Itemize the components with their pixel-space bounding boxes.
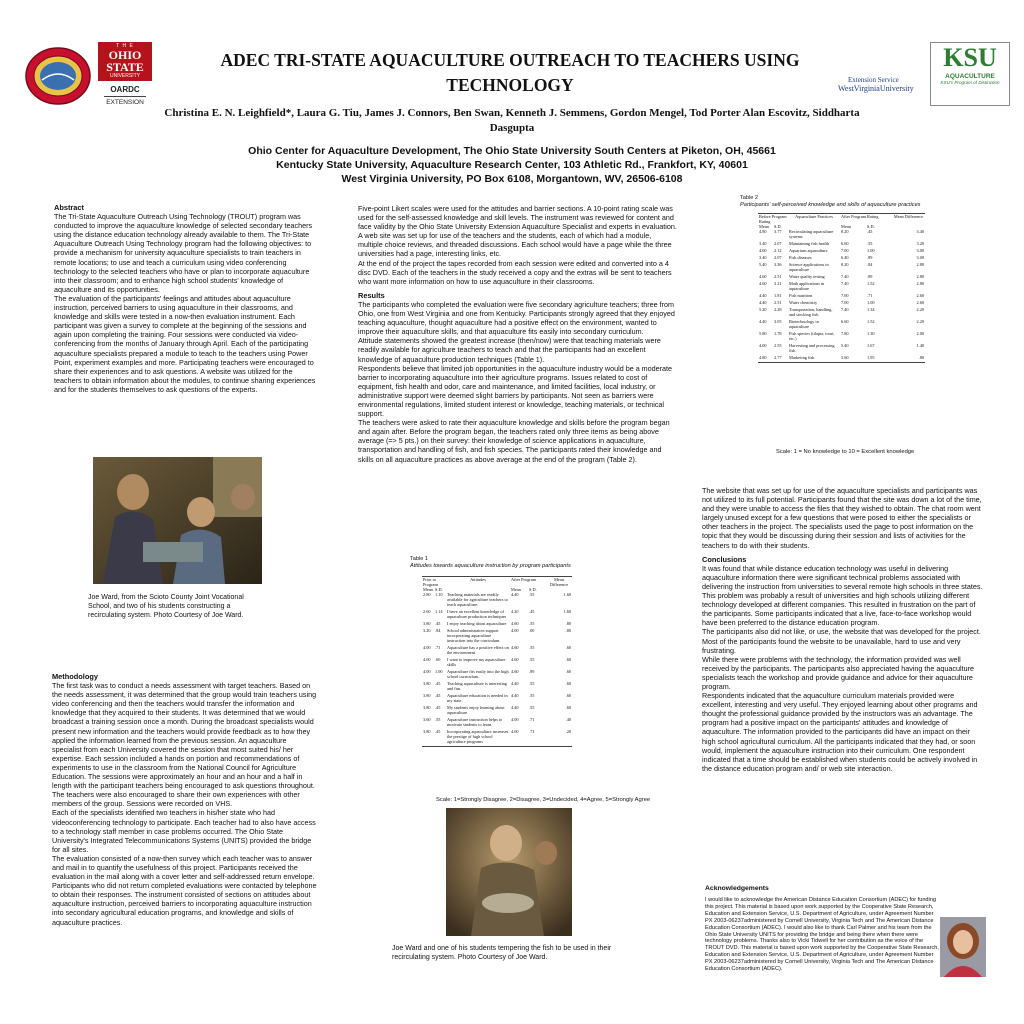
table2-row: [758, 274, 925, 281]
results-paragraph: The teachers were asked to rate their aquaculture knowledge and skills before the program began and again after. Before the program began, the teachers rated only three items as being above average (=> 5 pts.) on their survey: their knowledge of science applications in aquaculture, transportation and handling of fish, and fish species. The participants rated their knowledge and skills on all aquaculture practices as above average at the end of the program (Table 2).: [358, 418, 670, 464]
oardc-label: OARDC: [110, 85, 140, 94]
table2-cell: 7.80: [841, 331, 849, 336]
table1-cell: .55: [529, 657, 535, 662]
table2-subtitle: Participants' self-perceived knowledge and skills of aquaculture practices: [740, 201, 921, 208]
affiliation-ohio: Ohio Center for Aquaculture Development, The Ohio State University South Centers at Piketon, OH, 45661: [248, 145, 776, 157]
table1-cell: .60: [565, 645, 571, 650]
poster-title: ADEC TRI-STATE AQUACULTURE OUTREACH TO TEACHERS USING TECHNOLOGY: [220, 50, 800, 95]
table1-row: [422, 621, 572, 628]
methods-paragraph: At the end of the project the tapes recorded from each session were edited and converted into a 4 disc DVD. Each of the teachers in the study received a copy and the extras will be sent to teachers who want more information on how to use aquaculture in their classrooms.: [358, 258, 672, 286]
table1-cell: .60: [565, 693, 571, 698]
table1-cell: .60: [565, 705, 571, 710]
table2-cell: 2.80: [916, 262, 924, 267]
table2-cell: 4.00: [759, 248, 767, 253]
table2-cell: Water quality testing: [789, 274, 825, 279]
table1-cell: .71: [529, 729, 535, 734]
table1-row: [422, 729, 572, 746]
table1-cell: Teaching materials are readily available for agriculture teachers to teach aquaculture.: [447, 592, 508, 607]
table2-row: [758, 355, 925, 362]
results-paragraph: Attitude statements showed the greatest increase (then/now) were that teaching materials were readily available for agriculture teachers to teach and that the participants had an excellent knowledge of aquaculture production techniques (Table 1).: [358, 336, 661, 364]
table1-cell: I have an excellent knowledge of aquaculture production techniques: [447, 609, 507, 619]
table1-cell: 3.80: [423, 705, 431, 710]
table1-cell: Incorporating aquaculture increases the prestige of high school agriculture programs: [447, 729, 509, 744]
table1-subheader-cell: S.D.: [529, 587, 537, 592]
wvu-name-label: WestVirginiaUniversity: [838, 84, 914, 93]
table1-title: [410, 556, 660, 569]
table2-cell: Aquarium aquaculture: [789, 248, 828, 253]
table1-subheader-cell: S.D.: [435, 587, 443, 592]
table1-cell: 2.60: [423, 609, 431, 614]
table1-cell: 4.60: [511, 621, 519, 626]
table1-cell: 1.14: [435, 609, 443, 614]
conclusions-paragraph: While there were problems with the technology, the information provided was well received by the participants. The participants also appreciated having the aquaculture specialists teach the workshop and provide guidance and advice for their aquaculture program.: [702, 654, 974, 691]
abstract-paragraph: The Tri-State Aquaculture Outreach Using Technology (TROUT) program was conducted to improve the aquaculture knowledge of selected secondary teachers using the distance education technology already available to them. The Tri-State Aquaculture Outreach Using Technology program had the following objectives: to provide a mechanism for university aquaculture specialists to train teachers in remote locations; to use and teach a curriculum using video conferencing technology to the selected teachers who have or plan to incorporate aquaculture into their classroom; and to enhance high school students' knowledge of aquaculture and its opportunities.: [54, 212, 313, 294]
table2-title: [740, 195, 960, 208]
table2-cell: 2.60: [916, 300, 924, 305]
conclusions-paragraph: It was found that while distance education technology was useful in delivering aquaculture information there were significant technical problems associated with delivering the instruction from universities to several remote high schools in three states. This problem was probably a result of universities and high schools utilizing different technology developed at different companies. This resulted in frustration on the part of the participants. Some participants indicated that a live, face-to-face workshop would have been preferred to the distance education program.: [702, 563, 983, 628]
table2-cell: 3.40: [759, 241, 767, 246]
table2-cell: 6.60: [841, 319, 849, 324]
table1-row: [422, 657, 572, 669]
table1-cell: 3.60: [423, 717, 431, 722]
table2-cell: 4.40: [759, 300, 767, 305]
table2-row: [758, 241, 925, 248]
table2-cell: 2.28: [774, 307, 782, 312]
table2-cell: 5.40: [759, 262, 767, 267]
acknowledgements-heading: Acknowledgements: [705, 885, 769, 892]
table1-cell: .45: [435, 681, 441, 686]
table1-cell: .45: [529, 609, 535, 614]
table2-cell: .84: [867, 262, 873, 267]
table1-cell: .89: [529, 669, 535, 674]
table2-cell: .89: [867, 255, 873, 260]
table2-cell: 3.36: [774, 262, 782, 267]
table2-cell: Fish diseases: [789, 255, 812, 260]
methodology-paragraph: Each of the specialists identified two teachers in his/her state who had videoconferencing technology to participate. Each teacher had to also have access to a technology staff member in case problems occurred. The Ohio State University's Integrated Telecommunications Systems (UNITS) provided the bridge for all sites.: [52, 808, 316, 854]
table2-cell: 1.00: [867, 300, 875, 305]
table2-cell: 2.12: [774, 248, 782, 253]
table1-cell: 3.80: [423, 681, 431, 686]
osu-letters: T H E: [116, 43, 134, 49]
table1-cell: .55: [529, 705, 535, 710]
table1-cell: Aquaculture fits easily into the high school curriculum.: [447, 669, 509, 679]
table2-cell: 5.80: [759, 331, 767, 336]
table2-cell: 2.07: [774, 255, 782, 260]
methods-paragraph: Five-point Likert scales were used for the attitudes and barrier sections. A 10-point rating scale was used for the self-assessed knowledge and skill levels. The instrument was reviewed for content and face validity by the Ohio State University Extension Aquaculture Specialist and experts in evaluation. A web site was set up for use of the teachers and the students, each of which had a module, multiple choice reviews, and threaded discussions. Each school would have a page while the three universities had a page, interesting links, etc.: [358, 204, 677, 259]
affiliation-kentucky: Kentucky State University, Aquaculture Research Center, 103 Athletic Rd., Frankfort, KY, 40601: [276, 159, 748, 171]
ksu-name: KSU: [943, 43, 997, 72]
table1-cell: 1.60: [563, 592, 571, 597]
table1-cell: 4.00: [423, 657, 431, 662]
table1-cell: .40: [565, 717, 571, 722]
table2-row: [758, 281, 925, 293]
table2-cell: .45: [867, 229, 873, 234]
extension-label: EXTENSION: [106, 99, 144, 106]
table1-cell: 3.80: [423, 621, 431, 626]
table2-cell: 5.60: [841, 355, 849, 360]
table1-cell: 4.40: [511, 592, 519, 597]
table2-cell: Marketing fish: [789, 355, 815, 360]
table1-row: [422, 628, 572, 645]
ksu-sub: AQUACULTURE: [945, 73, 995, 80]
table2-cell: 3.77: [774, 229, 782, 234]
table2-cell: 8.20: [841, 262, 849, 267]
table2-cell: 3.00: [916, 255, 924, 260]
table1-cell: .00: [435, 657, 441, 662]
table2-cell: 5.20: [759, 307, 767, 312]
table2-cell: 3.20: [916, 241, 924, 246]
table1-cell: 1.00: [435, 669, 443, 674]
acknowledgements-text: I would like to acknowledge the American Distance Education Consortium (ADEC) for funding this project. This material is based upon work supported by the Cooperative State Research, Education and Extension Service, U.S. Department of Agriculture, under Agreement Number PX 2003-06237administered by Cornell University, Virginia Tech and The American Distance Education Consortium (ADEC). I would also like to thank Carl Palmer and his team from the Ohio State University UNITS for providing the bridge and being there when there were technology problems. Thanks also to Vicki Tidwell for her contribution as the voice of the TROUT DVD. This material is based upon work supported by the Cooperative State Research, Education and Extension Service, U.S. Department of Agriculture, under Agreement Number PX 2003-06237administered by Cornell University, Virginia Tech and The American Distance Education Consortium (ADEC).: [705, 897, 939, 973]
table2-header-cell: Aquaculture Practices: [795, 214, 833, 219]
osu-name-university: UNIVERSITY: [109, 73, 140, 79]
table1-cell: .71: [529, 717, 535, 722]
right-column-text: [702, 486, 984, 773]
table1-cell: 4.00: [511, 628, 519, 633]
table1-cell: Aquaculture instruction helps to motivate students to learn.: [447, 717, 503, 727]
conclusions-paragraph: The participants also did not like, or use, the website that was developed for the project. Most of the participants found the website to be unavailable, hard to use and very frustrating.: [702, 627, 981, 655]
fish-tempering-photo: [446, 808, 572, 936]
table1-scale: Scale: 1=Strongly Disagree, 2=Disagree, 3=Undecided, 4=Agree, 5=Strongly Agree: [436, 797, 651, 803]
table2-cell: Fish nutrition: [789, 293, 813, 298]
table1-label: Table 1: [410, 556, 429, 562]
table2-cell: 6.60: [841, 241, 849, 246]
table2-cell: Math applications in aquaculture: [789, 281, 825, 291]
table2-row: [758, 331, 925, 343]
table2-cell: Maintaining fish health: [789, 241, 830, 246]
table2-cell: 2.20: [916, 319, 924, 324]
table2-cell: 4.80: [759, 355, 767, 360]
acknowledgements-section: [705, 885, 939, 973]
table2-header-cell: Mean Difference: [893, 214, 924, 219]
table1-cell: .84: [435, 628, 441, 633]
photo1-caption: Joe Ward, from the Scioto County Joint Vocational School, and two of his students constructing a recirculating system. Photo Courtesy of Joe Ward.: [88, 594, 244, 619]
table1-cell: .55: [529, 681, 535, 686]
table2-subheader-cell: Mean: [841, 224, 851, 229]
table1-cell: .55: [435, 717, 441, 722]
table1-row: [422, 669, 572, 681]
table2-cell: 3.40: [916, 229, 924, 234]
table1-cell: .80: [565, 621, 571, 626]
table2-cell: 1.30: [867, 331, 875, 336]
photo2-caption: Joe Ward and one of his students tempering the fish to be used in their recirculating system. Photo Courtesy of Joe Ward.: [392, 945, 612, 961]
table1-cell: .60: [565, 681, 571, 686]
table2-cell: .55: [867, 241, 873, 246]
table1-cell: .45: [435, 621, 441, 626]
table2-cell: 7.40: [841, 281, 849, 286]
results-paragraph: Respondents believe that limited job opportunities in the aquaculture industry would be a moderate barrier to incorporating aquaculture into their agriculture programs. Issues related to cost of equipment, fish health and odor, care and maintenance, and limited facilities, local industry, or administrative support were deemed slight barriers by participants. Not seen as barriers were environmental regulations, limited student interest or knowledge, teaching materials, or technical support.: [358, 363, 673, 419]
table2-cell: 7.40: [841, 274, 849, 279]
table1-cell: 4.60: [511, 645, 519, 650]
table1-cell: .60: [565, 657, 571, 662]
table2-cell: 4.60: [759, 274, 767, 279]
abstract-paragraph: The evaluation of the participants' feelings and attitudes about aquaculture instruction, perceived barriers to using aquaculture in their classrooms, and knowledge and skills were tested in a now-then evaluation instrument. Each participant was given a survey to complete at the beginning of the sessions and again upon completing the training. Four sessions were conducted via video-conferencing from the months of January through April. Each of the participating aquaculture specialists prepared a module to teach to the teachers using Power Point, experiment examples and more. Participating teachers were encouraged to share their experiences and to ask questions. A website was utilized for the teachers to obtain information about the modules, to continue sharing experiences and for the students themselves to ask questions of the experts.: [54, 293, 316, 394]
table1-cell: I enjoy teaching about aquaculture: [447, 621, 507, 626]
table2-cell: 6.40: [841, 255, 849, 260]
osu-name-ohio: OHIO: [108, 48, 142, 62]
table1-cell: Teaching aquaculture is interesting and fun.: [447, 681, 507, 691]
table2-label: Table 2: [740, 195, 759, 201]
results-heading: Results: [358, 290, 385, 300]
table2-cell: 3.00: [916, 248, 924, 253]
table2-cell: Fish species (tilapia, trout, etc.): [789, 331, 835, 341]
table2-row: [758, 229, 925, 241]
table2-cell: 3.05: [774, 319, 782, 324]
table2-cell: 1.34: [867, 307, 875, 312]
table2-subheader-cell: S.D.: [774, 224, 782, 229]
table2-subheader-cell: S.D.: [867, 224, 875, 229]
table1-cell: My students enjoy learning about aquaculture.: [447, 705, 505, 715]
table2-cell: Harvesting and processing fish: [789, 343, 835, 353]
table2-row: [758, 300, 925, 307]
table1-cell: School administrators support incorporating aquaculture instruction into the curriculum.: [447, 628, 501, 643]
table1-row: [422, 592, 572, 609]
table1-cell: 2.80: [423, 592, 431, 597]
table1-row: [422, 717, 572, 729]
conclusions-heading: Conclusions: [702, 554, 747, 564]
table2-cell: 8.20: [841, 229, 849, 234]
table1-subheader-cell: Mean: [511, 587, 521, 592]
osu-oardc-extension-logo: [98, 42, 152, 126]
table2-row: [758, 307, 925, 319]
table2-cell: 2.80: [916, 274, 924, 279]
table2-cell: 4.40: [759, 319, 767, 324]
methods-continued: [358, 204, 678, 464]
table1-cell: 4.40: [511, 681, 519, 686]
website-paragraph: The website that was set up for use of the aquaculture specialists and participants was not utilized to its full potential. Participants found that the site was down a lot of the time, and they were unable to access the files that they wished to obtain. The chat room went largely unused except for a few questions that were posed to either the specialists or other teachers in the project. The specialists used the page to post information on the topic that they would be discussing during their session and lists of activities for the teachers to do with their students.: [702, 486, 982, 550]
table1-cell: .45: [435, 693, 441, 698]
table1-cell: .00: [529, 628, 535, 633]
classroom-photo: [93, 457, 262, 584]
table1-cell: 4.00: [423, 669, 431, 674]
table2-row: [758, 255, 925, 262]
table1-cell: .55: [529, 621, 535, 626]
table2-cell: 4.00: [759, 343, 767, 348]
table2-row: [758, 319, 925, 331]
table2-cell: 2.20: [916, 307, 924, 312]
table1-cell: Aquaculture education is needed in my state.: [447, 693, 508, 703]
abstract-section: [54, 203, 318, 394]
methodology-paragraph: The first task was to conduct a needs assessment with target teachers. Based on the needs assessment, it was determined that the group would train teachers using video conferencing and then the teachers would transfer the information and knowledge that they acquired to their students. It was determined that we would broadcast a training session once a month. During the broadcast specialists would present new information and the teachers would provide feedback as to how they applied the information learned from the previous session. An aquaculture specialist from each University covered the session that most suited his/ her expertise. Each session included a hands on portion and recommendations of experiments to use in the classroom from the National Council for Agriculture Education. The sessions were approximately an hour and an hour and a half in length with the participant teachers being encouraged to ask questions throughout. The teachers were also encouraged to share their own experiences with other members of the group. Sessions were recorded on VHS.: [52, 681, 317, 809]
table2-cell: 7.40: [841, 307, 849, 312]
table2-cell: 7.00: [841, 300, 849, 305]
table2-cell: .80: [918, 355, 924, 360]
table2-cell: 2.07: [774, 241, 782, 246]
table1-cell: .45: [435, 705, 441, 710]
table2-cell: 1.40: [916, 343, 924, 348]
table1-cell: 1.10: [435, 592, 443, 597]
table2-cell: Water chemistry: [789, 300, 818, 305]
wvu-service-label: Extension Service: [848, 76, 899, 84]
table1-cell: .71: [435, 645, 441, 650]
table2-cell: 2.51: [774, 300, 782, 305]
methodology-heading: Methodology: [52, 672, 98, 681]
table1-cell: 4.60: [511, 669, 519, 674]
table1-cell: 4.00: [511, 717, 519, 722]
table1-cell: 4.20: [511, 609, 519, 614]
table1-cell: .55: [529, 592, 535, 597]
table1-cell: .55: [529, 693, 535, 698]
table2-cell: Recirculating aquaculture systems: [789, 229, 834, 239]
table1-cell: 4.60: [511, 657, 519, 662]
table1-cell: 3.80: [423, 729, 431, 734]
table1-row: [422, 681, 572, 693]
table2-cell: 5.40: [841, 343, 849, 348]
table1-cell: .60: [565, 669, 571, 674]
table1-cell: 4.00: [511, 729, 519, 734]
affiliation-wv: West Virginia University, PO Box 6108, Morgantown, WV, 26506-6108: [341, 173, 683, 185]
table1-cell: 3.20: [423, 628, 431, 633]
conclusions-paragraph: Respondents indicated that the aquaculture curriculum materials provided were excellent, interesting and very useful. They enjoyed learning about other programs and thought the professional guidance provided by the instructors was an advantage. The program had a positive impact on the participants' attitudes and knowledge of aquaculture. The information provided to the participants did have an impact on their high school agricultural curriculum. All the participants indicated that they had, or soon would, implement the aquaculture instruction into their curriculum. One respondent indicated that a time should be established when students could be actively involved in the distance education program and/ or web site interaction.: [702, 691, 978, 773]
table1-row: [422, 609, 572, 621]
table2-cell: .71: [867, 293, 873, 298]
table1-cell: 3.80: [423, 693, 431, 698]
table2-cell: 2.77: [774, 355, 782, 360]
table1-cell: Aquaculture has a positive effect on the environment.: [447, 645, 509, 655]
table2-cell: 4.80: [759, 229, 767, 234]
table2-cell: 3.21: [774, 281, 782, 286]
table2-cell: 1.52: [867, 319, 875, 324]
table1: [422, 576, 572, 747]
table2-cell: 4.60: [759, 281, 767, 286]
table2-cell: .89: [867, 274, 873, 279]
author-list: Christina E. N. Leighfield*, Laura G. Tiu, James J. Connors, Ben Swan, Kenneth J. Semmens, Gordon Mengel, Tod Porter Alan Escovitz, Siddharta Dasgupta: [164, 107, 860, 134]
table2-cell: 2.80: [916, 281, 924, 286]
table1-row: [422, 705, 572, 717]
results-paragraph: The participants who completed the evaluation were five secondary agriculture teachers; three from Ohio, one from West Virginia and one from Kentucky. Participants strongly agreed that they enjoyed teaching aquaculture, thought aquaculture had a positive effect on the environment, wanted to improve their aquaculture skills, and that aquaculture fits easily into secondary curriculum.: [358, 299, 675, 337]
table2-cell: Biotechnology in aquaculture: [789, 319, 819, 329]
table1-header-cell: Mean Difference: [549, 577, 569, 587]
table1-header-cell: Attitudes: [470, 577, 486, 582]
table2-row: [758, 248, 925, 255]
table2-header-cell: Before Program Rating: [759, 214, 787, 224]
table1-header-cell: After Program: [511, 577, 536, 582]
table2-cell: 3.40: [759, 255, 767, 260]
table2-cell: Transportation, handling, and stocking fish: [789, 307, 833, 317]
affiliations: [150, 144, 874, 186]
table1-cell: .45: [435, 729, 441, 734]
table2-scale: Scale: 1 = No knowledge to 10 = Excellent knowledge: [776, 449, 915, 455]
table1-cell: .55: [529, 645, 535, 650]
table1-cell: .80: [565, 628, 571, 633]
table2-row: [758, 293, 925, 300]
table1-cell: .20: [565, 729, 571, 734]
author-portrait: [940, 917, 986, 977]
ksu-aquaculture-logo: [930, 42, 1010, 106]
table1-cell: 1.60: [563, 609, 571, 614]
table2-cell: 2.55: [774, 343, 782, 348]
table2-cell: 1.00: [867, 248, 875, 253]
ksu-tag: KSU's Program of Distinction: [940, 80, 1000, 85]
table2-cell: 2.00: [916, 331, 924, 336]
table1-cell: I want to improve my aquaculture skills: [447, 657, 506, 667]
table2-cell: 1.52: [867, 281, 875, 286]
table2-header-cell: After Program Rating: [841, 214, 879, 219]
table1-cell: 4.40: [511, 693, 519, 698]
osu-name-state: STATE: [106, 60, 144, 74]
table2-row: [758, 262, 925, 274]
table2: [758, 213, 925, 363]
table1-cell: 4.00: [423, 645, 431, 650]
table1-row: [422, 645, 572, 657]
table2-row: [758, 343, 925, 355]
table1-row: [422, 693, 572, 705]
abstract-heading: Abstract: [54, 203, 84, 212]
table1-header-cell: Prior to Program: [423, 577, 438, 587]
methodology-section: [52, 672, 318, 927]
table2-cell: 7.00: [841, 293, 849, 298]
table2-cell: 1.95: [867, 355, 875, 360]
table1-subheader-cell: Mean: [423, 587, 433, 592]
table2-cell: 4.40: [759, 293, 767, 298]
table2-cell: 1.81: [774, 293, 782, 298]
methodology-paragraph: The evaluation consisted of a now-then survey which each teacher was to answer and mail in to quantify the usefulness of this project. Participants received the evaluation in the mail along with a cover letter and self-addressed return envelope. Participants who did not return completed evaluations were contacted by telephone to obtain their responses. The instrument consisted of sections on attitudes about aquaculture instruction, perceived barriers to incorporating aquaculture instruction into secondary agricultural education programs, and knowledge and skills of aquaculture practices.: [52, 853, 317, 927]
table1-cell: 4.40: [511, 705, 519, 710]
ohio-seal-logo: [24, 46, 92, 106]
table2-cell: 2.60: [916, 293, 924, 298]
table2-cell: 7.00: [841, 248, 849, 253]
table2-cell: 2.51: [774, 274, 782, 279]
table2-cell: 1.67: [867, 343, 875, 348]
table2-subheader-cell: Mean: [759, 224, 769, 229]
table2-cell: Science applications in aquaculture: [789, 262, 829, 272]
table1-subtitle: Attitudes towards aquaculture instruction by program participants: [410, 562, 571, 569]
table2-cell: 1.78: [774, 331, 782, 336]
